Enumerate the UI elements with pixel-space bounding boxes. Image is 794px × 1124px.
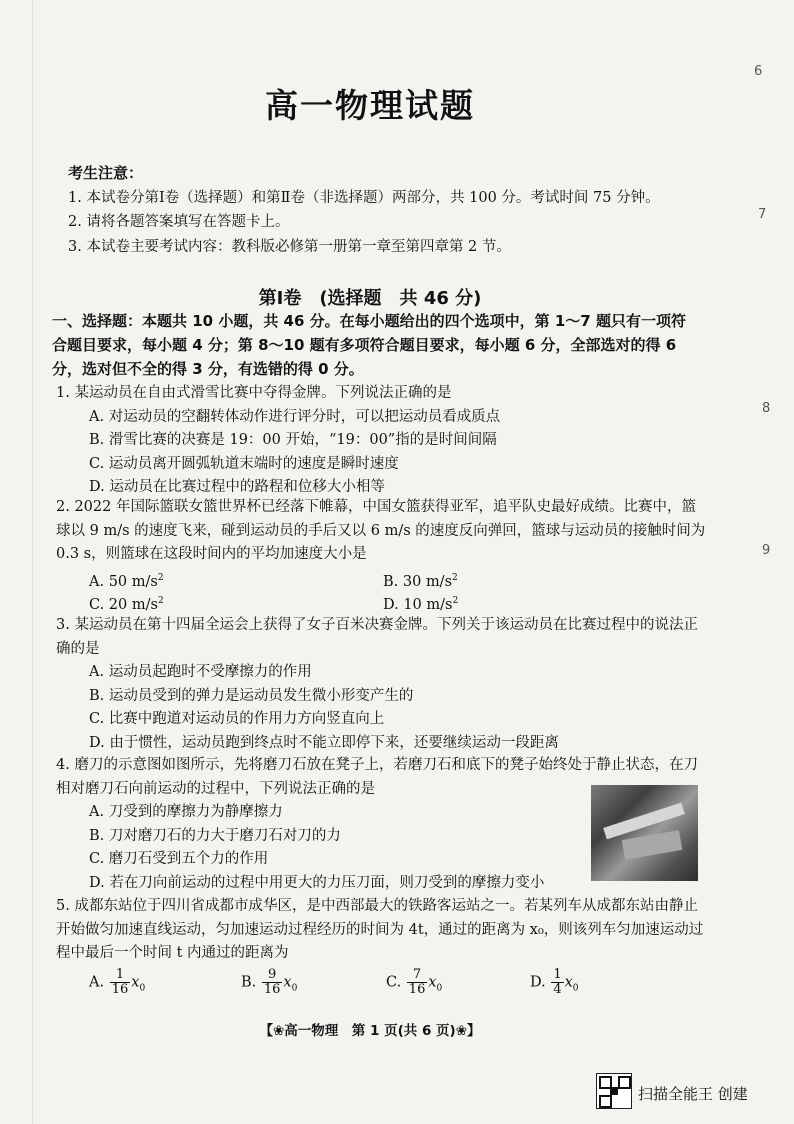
- whetstone-shape: [622, 830, 683, 860]
- option-b: B. 滑雪比赛的决赛是 19：00 开始，“19：00”指的是时间间隔: [89, 432, 497, 448]
- option-b: B. 运动员受到的弹力是运动员发生微小形变产生的: [89, 687, 414, 704]
- qr-code-icon: [596, 1073, 632, 1109]
- knife-sharpening-photo: [591, 785, 698, 881]
- notice-item: 3. 本试卷主要考试内容：教科版必修第一册第一章至第四章第 2 节。: [68, 238, 511, 255]
- edge-mark: 9: [762, 543, 771, 558]
- question-3: [56, 614, 706, 755]
- notice-item: 2. 请将各题答案填写在答题卡上。: [68, 214, 290, 230]
- page-footer: 【❀高一物理 第 1 页(共 6 页)❀】: [259, 1023, 481, 1039]
- option-d: D. 10 $m/s^2$: [383, 596, 459, 613]
- edge-mark: 8: [762, 401, 771, 416]
- section-title: 第Ⅰ卷 (选择题 共 46 分): [258, 288, 482, 309]
- option-d: D. 运动员在比赛过程中的路程和位移大小相等: [89, 479, 385, 495]
- option-c: C. 运动员离开圆弧轨道末端时的速度是瞬时速度: [89, 455, 399, 472]
- question-2: [56, 496, 706, 614]
- option-row: [56, 567, 706, 591]
- page-title: 高一物理试题: [265, 86, 475, 125]
- notice-item: 1. 本试卷分第Ⅰ卷（选择题）和第Ⅱ卷（非选择题）两部分，共 100 分。考试时间 75 分钟。: [68, 189, 660, 206]
- option-b: B. 刀对磨刀石的力大于磨刀石对刀的力: [89, 827, 341, 844]
- binding-line: [32, 0, 33, 1124]
- question-stem: 1. 某运动员在自由式滑雪比赛中夺得金牌。下列说法正确的是: [56, 385, 452, 401]
- section-instruction: 一、选择题：本题共 10 小题，共 46 分。在每小题给出的四个选项中，第 1～7 题只有一项符合题目要求，每小题 4 分；第 8～10 题有多项符合题目要求，每小题 6 分，全部选对的得 6 分，选对但不全的得 3 分，有选错的得 0 分。: [52, 312, 686, 378]
- scanner-watermark: 扫描全能王 创建: [638, 1085, 748, 1103]
- question-stem: 5. 成都东站位于四川省成都市成华区，是中西部最大的铁路客运站之一。若某列车从成都东站由静止开始做匀加速直线运动，匀加速运动过程经历的时间为 4t，通过的距离为 x₀，则该列车匀加速运动过程中最后一个时间 t 内通过的距离为: [56, 898, 704, 961]
- option-a: A. 运动员起跑时不受摩擦力的作用: [89, 664, 312, 680]
- option-b: B. 30 $m/s^2$: [383, 572, 458, 590]
- question-stem: 2. 2022 年国际篮联女篮世界杯已经落下帷幕，中国女篮获得亚军，追平队史最好成绩。比赛中，篮球以 9 m/s 的速度飞来，碰到运动员的手后又以 6 m/s 的速度反向弹回，篮球与运动员的接触时间为 0.3 s，则篮球在这段时间内的平均加速度大小是: [56, 499, 706, 562]
- exam-notice: [68, 161, 728, 259]
- option-a: A. 50 $m/s^2$: [89, 572, 164, 590]
- question-5: [56, 895, 706, 966]
- option-d: D. 由于惯性，运动员跑到终点时不能立即停下来，还要继续运动一段距离: [89, 734, 559, 751]
- option-d: D. $\frac{1}{4}$ $x_0$: [530, 967, 579, 997]
- option-c: C. 比赛中跑道对运动员的作用力方向竖直向上: [89, 711, 385, 727]
- option-a: A. 刀受到的摩擦力为静摩擦力: [89, 804, 283, 820]
- question-stem: 4. 磨刀的示意图如图所示，先将磨刀石放在凳子上，若磨刀石和底下的凳子始终处于静止状态，在刀相对磨刀石向前运动的过程中，下列说法正确的是: [56, 757, 698, 797]
- question-1: [56, 382, 706, 500]
- edge-mark: 6: [754, 64, 763, 79]
- option-row: [56, 590, 706, 614]
- notice-heading: 考生注意：: [68, 164, 144, 182]
- option-c: C. 20 $m/s^2$: [89, 596, 164, 613]
- edge-mark: 7: [758, 207, 767, 222]
- option-a: A. $\frac{1}{16}$ $x_0$: [89, 967, 146, 997]
- option-c: C. 磨刀石受到五个力的作用: [89, 851, 269, 867]
- option-a: A. 对运动员的空翻转体动作进行评分时，可以把运动员看成质点: [89, 408, 501, 425]
- option-row: [56, 968, 706, 998]
- option-d: D. 若在刀向前运动的过程中用更大的力压刀面，则刀受到的摩擦力变小: [89, 874, 545, 891]
- option-b: B. $\frac{9}{16}$ $x_0$: [241, 967, 298, 997]
- question-stem: 3. 某运动员在第十四届全运会上获得了女子百米决赛金牌。下列关于该运动员在比赛过程中的说法正确的是: [56, 617, 698, 657]
- option-c: C. $\frac{7}{16}$ $x_0$: [386, 967, 443, 997]
